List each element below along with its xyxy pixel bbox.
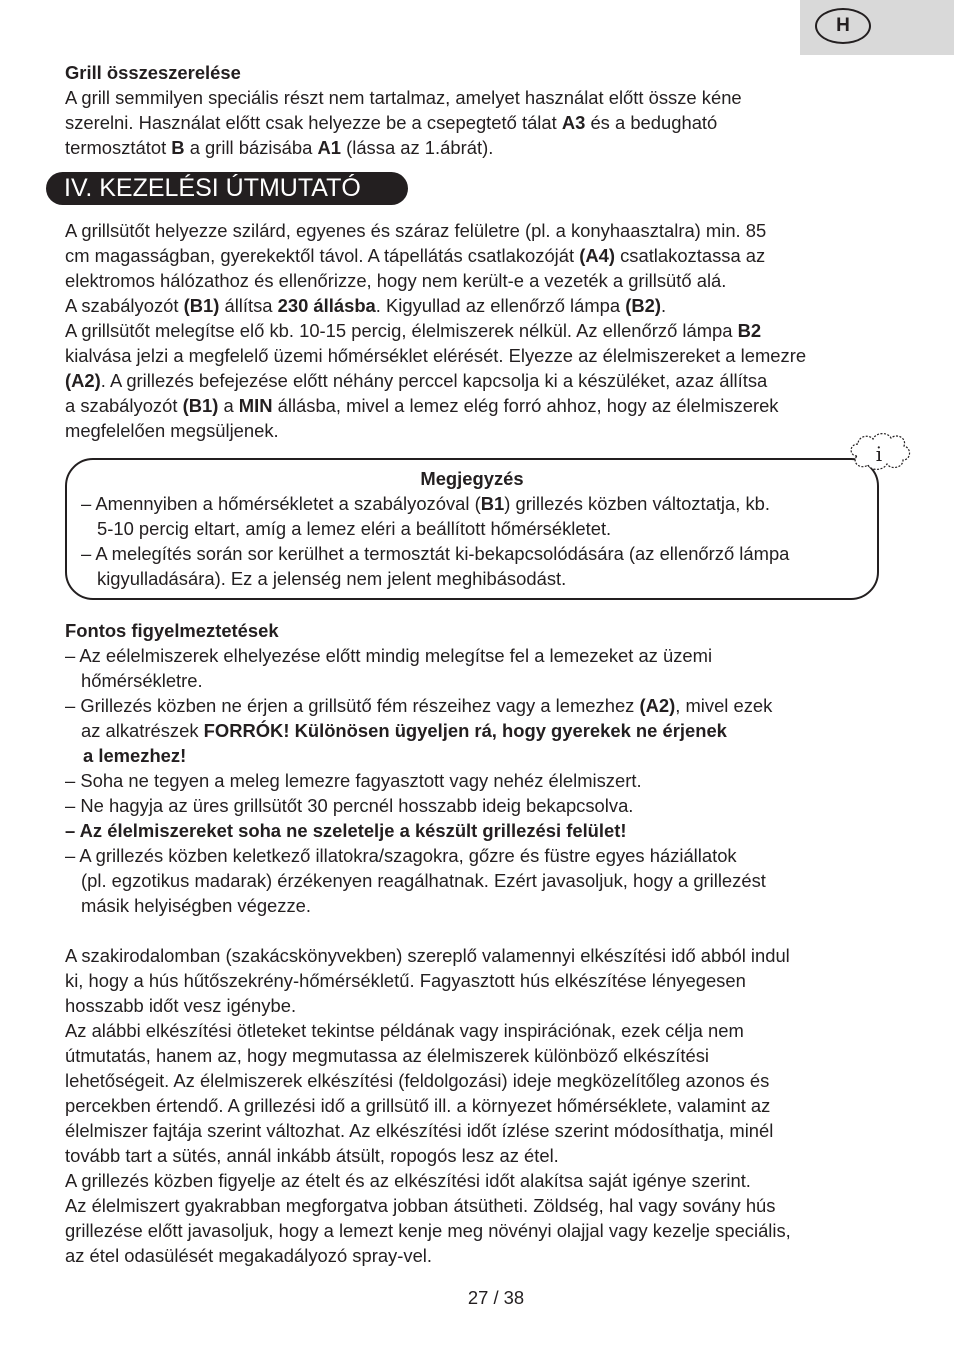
warnings-heading: Fontos figyelmeztetések bbox=[65, 620, 279, 641]
usage-line: A szabályozót (B1) állítsa 230 állásba. Kigyullad az ellenőrző lámpa (B2). bbox=[65, 295, 667, 316]
closing-line: A grillezés közben figyelje az ételt és az elkészítési időt alakítsa saját igénye szerint. bbox=[65, 1170, 751, 1191]
assembly-heading: Grill összeszerelése bbox=[65, 62, 241, 83]
warning-item: másik helyiségben végezze. bbox=[81, 895, 312, 916]
note-item: kigyulladására). Ez a jelenség nem jelent meghibásodást. bbox=[97, 568, 567, 589]
assembly-line: szerelni. Használat előtt csak helyezze be a csepegtető tálat A3 és a bedugható bbox=[65, 112, 718, 133]
usage-line: A grillsütőt melegítse elő kb. 10-15 percig, élelmiszerek nélkül. Az ellenőrző lámpa B2 bbox=[65, 320, 762, 341]
closing-line: hosszabb időt vesz igénybe. bbox=[65, 995, 297, 1016]
warning-item: – Soha ne tegyen a meleg lemezre fagyasztott vagy nehéz élelmiszert. bbox=[65, 770, 642, 791]
closing-line: A szakirodalomban (szakácskönyvekben) szereplő valamennyi elkészítési idő abból indul bbox=[65, 945, 790, 966]
usage-line: a szabályozót (B1) a MIN állásba, mivel a lemez elég forró ahhoz, hogy az élelmiszerek bbox=[65, 395, 779, 416]
usage-line: kialvása jelzi a megfelelő üzemi hőmérséklet elérését. Elyezze az élelmiszereket a lemezre bbox=[65, 345, 807, 366]
assembly-line: termosztátot B a grill bázisába A1 (lássa az 1.ábrát). bbox=[65, 137, 494, 158]
closing-line: percekben értendő. A grillezési idő a grillsütő ill. a környezet hőmérséklete, valamint az bbox=[65, 1095, 771, 1116]
warning-item: az alkatrészek FORRÓK! Különösen ügyeljen rá, hogy gyerekek ne érjenek bbox=[81, 720, 727, 741]
assembly-line: A grill semmilyen speciális részt nem tartalmaz, amelyet használat előtt össze kéne bbox=[65, 87, 742, 108]
section-title: IV. KEZELÉSI ÚTMUTATÓ bbox=[46, 172, 408, 205]
usage-line: A grillsütőt helyezze szilárd, egyenes és száraz felületre (pl. a konyhaasztalra) min. 85 bbox=[65, 220, 767, 241]
usage-line: (A2). A grillezés befejezése előtt néhány perccel kapcsolja ki a készüléket, azaz állítsa bbox=[65, 370, 768, 391]
closing-line: ki, hogy a hús hűtőszekrény-hőmérsékletű. Fagyasztott hús elkészítése lényegesen bbox=[65, 970, 746, 991]
closing-line: az étel odasülését megakadályozó spray-vel. bbox=[65, 1245, 432, 1266]
warning-item: – Az élelmiszereket soha ne szeletelje a készült grillezési felület! bbox=[65, 820, 627, 841]
usage-line: megfelelően megsüljenek. bbox=[65, 420, 279, 441]
note-item: 5-10 percig eltart, amíg a lemez eléri a beállított hőmérsékletet. bbox=[97, 518, 612, 539]
warning-item: – Az eélelmiszerek elhelyezése előtt mindig melegítse fel a lemezeket az üzemi bbox=[65, 645, 713, 666]
warning-item: – Ne hagyja az üres grillsütőt 30 percnél hosszabb ideig bekapcsolva. bbox=[65, 795, 634, 816]
language-badge: H bbox=[815, 8, 871, 44]
warning-item: – A grillezés közben keletkező illatokra/szagokra, gőzre és füstre egyes háziállatok bbox=[65, 845, 737, 866]
closing-line: Az alábbi elkészítési ötleteket tekintse példának vagy inspirációnak, ezek célja nem bbox=[65, 1020, 744, 1041]
usage-line: elektromos hálózathoz és ellenőrizze, hogy nem került-e a vezeték a grillsütő alá. bbox=[65, 270, 727, 291]
closing-line: lehetőségeit. Az élelmiszerek elkészítési (feldolgozási) ideje megközelítőleg azonos és bbox=[65, 1070, 770, 1091]
note-title: Megjegyzés bbox=[420, 468, 524, 489]
info-glyph: i bbox=[875, 442, 883, 466]
warning-item: – Grillezés közben ne érjen a grillsütő fém részeihez vagy a lemezhez (A2), mivel ezek bbox=[65, 695, 773, 716]
warning-item: hőmérsékletre. bbox=[81, 670, 203, 691]
usage-line: cm magasságban, gyerekektől távol. A tápellátás csatlakozóját (A4) csatlakoztassa az bbox=[65, 245, 766, 266]
note-item: – Amennyiben a hőmérsékletet a szabályozóval (B1) grillezés közben változtatja, kb. bbox=[81, 493, 771, 514]
warning-item: (pl. egzotikus madarak) érzékenyen reagálhatnak. Ezért javasoljuk, hogy a grillezést bbox=[81, 870, 766, 891]
closing-line: útmutatás, hanem az, hogy megmutassa az élelmiszerek különböző elkészítési bbox=[65, 1045, 709, 1066]
warning-item: a lemezhez! bbox=[83, 745, 187, 766]
closing-line: élelmiszer fajtája szerint változhat. Az elkészítési időt ízlése szerint módosíthatja, minél bbox=[65, 1120, 774, 1141]
page-number: 27 / 38 bbox=[467, 1287, 525, 1308]
closing-line: Az élelmiszert gyakrabban megforgatva jobban átsütheti. Zöldség, hal vagy sovány hús bbox=[65, 1195, 776, 1216]
note-item: – A melegítés során sor kerülhet a termosztát ki-bekapcsolódására (az ellenőrző lámpa bbox=[81, 543, 790, 564]
closing-line: tovább tart a sütés, annál inkább átsült, ropogós lesz az étel. bbox=[65, 1145, 559, 1166]
closing-line: grillezése előtt javasoljuk, hogy a lemezt kenje meg növényi olajjal vagy kezelje speciális, bbox=[65, 1220, 791, 1241]
